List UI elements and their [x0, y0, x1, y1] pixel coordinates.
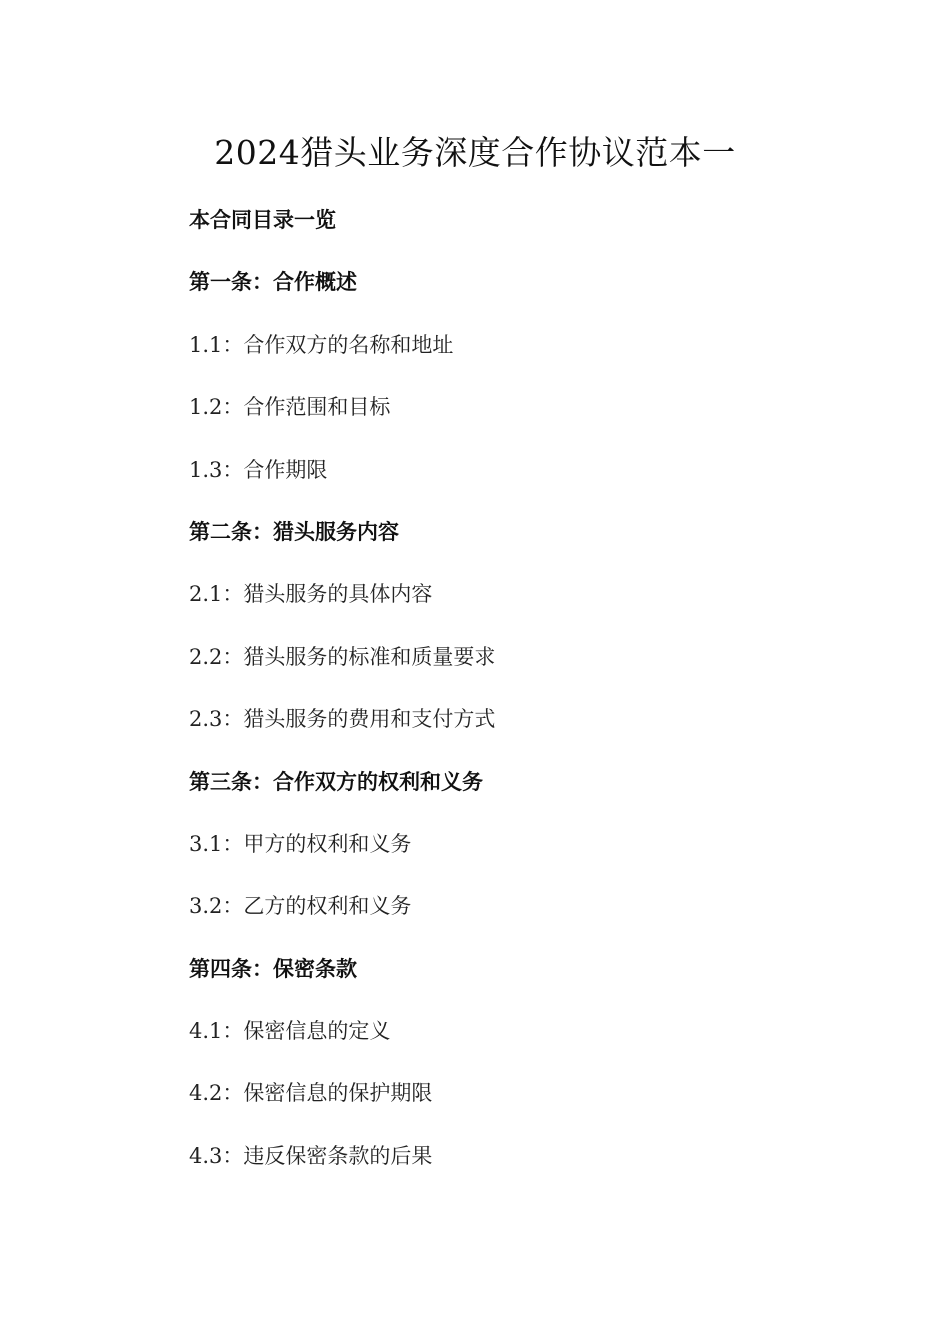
toc-article: 第四条：保密条款 [189, 955, 357, 981]
toc-clause: 4.2：保密信息的保护期限 [189, 1081, 433, 1106]
toc-clause: 1.3：合作期限 [189, 457, 328, 482]
toc-article: 第一条：合作概述 [189, 269, 357, 295]
toc-clause: 3.1：甲方的权利和义务 [189, 831, 412, 856]
toc-article: 第二条：猎头服务内容 [189, 518, 399, 544]
toc-heading: 本合同目录一览 [189, 207, 336, 232]
toc-article: 第三条：合作双方的权利和义务 [189, 768, 483, 794]
toc-clause: 1.1：合作双方的名称和地址 [189, 332, 454, 357]
toc-clause: 2.3：猎头服务的费用和支付方式 [189, 707, 496, 732]
toc-clause: 4.3：违反保密条款的后果 [189, 1143, 433, 1168]
toc-clause: 1.2：合作范围和目标 [189, 395, 391, 420]
toc-clause: 2.2：猎头服务的标准和质量要求 [189, 644, 496, 669]
toc-clause: 2.1：猎头服务的具体内容 [189, 582, 433, 607]
toc-clause: 4.1：保密信息的定义 [189, 1019, 391, 1044]
document-title: 2024猎头业务深度合作协议范本一 [214, 133, 736, 172]
toc-clause: 3.2：乙方的权利和义务 [189, 894, 412, 919]
table-of-contents [189, 202, 495, 1200]
